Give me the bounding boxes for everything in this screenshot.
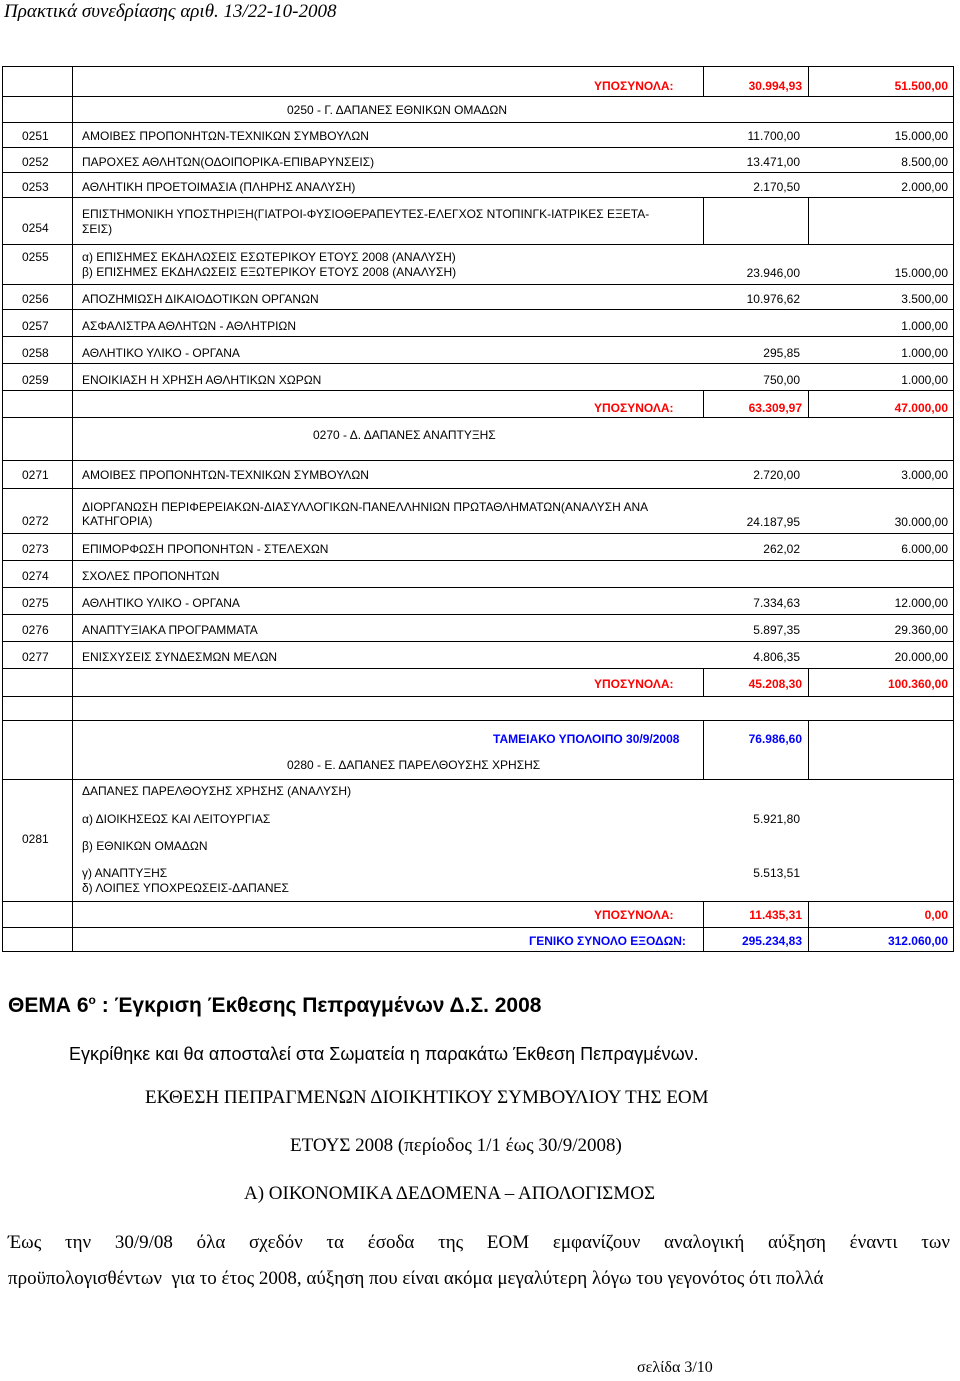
row-value-a: 2.720,00 — [753, 468, 800, 482]
row-code: 0275 — [22, 596, 49, 610]
row-description: ΠΑΡΟΧΕΣ ΑΘΛΗΤΩΝ(ΟΔΟΙΠΟΡΙΚΑ-ΕΠΙΒΑΡΥΝΣΕΙΣ) — [82, 155, 375, 169]
row-value-b: 8.500,00 — [901, 155, 948, 169]
row-description: ΑΘΛΗΤΙΚΟ ΥΛΙΚΟ - ΟΡΓΑΝΑ — [82, 596, 240, 610]
word: έναντι — [849, 1232, 898, 1253]
cash-balance-label: ΤΑΜΕΙΑΚΟ ΥΠΟΛΟΙΠΟ 30/9/2008 — [493, 732, 680, 746]
row-code: 0258 — [22, 346, 49, 360]
row-description: ΣΧΟΛΕΣ ΠΡΟΠΟΝΗΤΩΝ — [82, 569, 220, 583]
row-value-b: 20.000,00 — [894, 650, 948, 664]
word: αύξηση — [768, 1232, 826, 1253]
row-sub-d: δ) ΛΟΙΠΕΣ ΥΠΟΧΡΕΩΣΕΙΣ-ΔΑΠΑΝΕΣ — [82, 881, 289, 895]
subtotal-0250-b: 47.000,00 — [894, 401, 948, 415]
report-paragraph-line1 — [8, 1233, 950, 1252]
report-title: ΕΚΘΕΣΗ ΠΕΠΡΑΓΜΕΝΩΝ ΔΙΟΙΚΗΤΙΚΟΥ ΣΥΜΒΟΥΛΙΟΥ ΤΗΣ ΕΟΜ — [145, 1087, 709, 1108]
row-code: 0259 — [22, 373, 49, 387]
row-description: ΔΙΟΡΓΑΝΩΣΗ ΠΕΡΙΦΕΡΕΙΑΚΩΝ-ΔΙΑΣΥΛΛΟΓΙΚΩΝ-ΠΑΝΕΛΛΗΝΙΩΝ ΠΡΩΤΑΘΛΗΜΑΤΩΝ(ΑΝΑΛΥΣΗ ΑΝΑ — [82, 500, 649, 514]
row-value-b: 3.500,00 — [901, 292, 948, 306]
subtotal-label: ΥΠΟΣΥΝΟΛΑ: — [594, 79, 674, 93]
topic-heading: ΘΕΜΑ $6^o$ : Έγκριση Έκθεσης Πεπραγμένων Δ.Σ. 2008 — [8, 993, 542, 1017]
row-code: 0254 — [22, 221, 49, 235]
row-value-b: 12.000,00 — [894, 596, 948, 610]
row-code: 0252 — [22, 155, 49, 169]
row-value-a: 262,02 — [763, 542, 800, 556]
row-value-b: 6.000,00 — [901, 542, 948, 556]
row-value-a: 295,85 — [763, 346, 800, 360]
subtotal-top-b: 51.500,00 — [894, 79, 948, 93]
row-value-a: 13.471,00 — [746, 155, 800, 169]
row-description-cont: ΚΑΤΗΓΟΡΙΑ) — [82, 514, 153, 528]
subtotal-top-a: 30.994,93 — [748, 79, 802, 93]
row-value-b: 15.000,00 — [894, 129, 948, 143]
row-description: α) ΕΠΙΣΗΜΕΣ ΕΚΔΗΛΩΣΕΙΣ ΕΣΩΤΕΡΙΚΟΥ ΕΤΟΥΣ 2008 (ΑΝΑΛΥΣΗ) — [82, 250, 456, 264]
row-code: 0273 — [22, 542, 49, 556]
row-description-cont: β) ΕΠΙΣΗΜΕΣ ΕΚΔΗΛΩΣΕΙΣ ΕΞΩΤΕΡΙΚΟΥ ΕΤΟΥΣ 2008 (ΑΝΑΛΥΣΗ) — [82, 265, 457, 279]
code-column-divider — [72, 66, 73, 952]
row-description: ΕΝΟΙΚΙΑΣΗ Η ΧΡΗΣΗ ΑΘΛΗΤΙΚΩΝ ΧΩΡΩΝ — [82, 373, 322, 387]
row-description: ΕΝΙΣΧΥΣΕΙΣ ΣΥΝΔΕΣΜΩΝ ΜΕΛΩΝ — [82, 650, 278, 664]
row-code: 0281 — [22, 832, 49, 846]
row-description-cont: ΣΕΙΣ) — [82, 222, 113, 236]
word: την — [64, 1232, 92, 1253]
section-0270-title: 0270 - Δ. ΔΑΠΑΝΕΣ ΑΝΑΠΤΥΞΗΣ — [313, 428, 496, 442]
row-description: ΑΜΟΙΒΕΣ ΠΡΟΠΟΝΗΤΩΝ-ΤΕΧΝΙΚΩΝ ΣΥΜΒΟΥΛΩΝ — [82, 468, 369, 482]
word: των — [921, 1232, 950, 1253]
row-value-b: 1.000,00 — [901, 346, 948, 360]
row-code: 0272 — [22, 514, 49, 528]
row-sub-a-value: 5.921,80 — [753, 812, 800, 826]
report-section: Α) ΟΙΚΟΝΟΜΙΚΑ ΔΕΔΟΜΕΝΑ – ΑΠΟΛΟΓΙΣΜΟΣ — [244, 1183, 656, 1204]
word: αναλογική — [664, 1232, 745, 1253]
row-value-b: 29.360,00 — [894, 623, 948, 637]
word: της — [438, 1232, 464, 1253]
section-0250-title: 0250 - Γ. ΔΑΠΑΝΕΣ ΕΘΝΙΚΩΝ ΟΜΑΔΩΝ — [287, 103, 508, 117]
report-year: ΕΤΟΥΣ 2008 (περίοδος 1/1 έως 30/9/2008) — [290, 1135, 622, 1156]
word: ΕΟΜ — [486, 1232, 530, 1253]
row-code: 0257 — [22, 319, 49, 333]
row-value-a: 7.334,63 — [753, 596, 800, 610]
section-0280-title: 0280 - Ε. ΔΑΠΑΝΕΣ ΠΑΡΕΛΘΟΥΣΗΣ ΧΡΗΣΗΣ — [287, 758, 541, 772]
row-code: 0276 — [22, 623, 49, 637]
row-value-a: 24.187,95 — [746, 515, 800, 529]
row-description: ΑΜΟΙΒΕΣ ΠΡΟΠΟΝΗΤΩΝ-ΤΕΧΝΙΚΩΝ ΣΥΜΒΟΥΛΩΝ — [82, 129, 369, 143]
row-description: ΕΠΙΣΤΗΜΟΝΙΚΗ ΥΠΟΣΤΗΡΙΞΗ(ΓΙΑΤΡΟΙ-ΦΥΣΙΟΘΕΡΑΠΕΥΤΕΣ-ΕΛΕΓΧΟΣ ΝΤΟΠΙΝΓΚ-ΙΑΤΡΙΚΕΣ ΕΞΕΤΑ- — [82, 207, 650, 221]
subtotal-0270-b: 100.360,00 — [887, 677, 948, 691]
grand-total-a: 295.234,83 — [741, 934, 802, 948]
row-code: 0277 — [22, 650, 49, 664]
approval-text: Εγκρίθηκε και θα αποσταλεί στα Σωματεία η παρακάτω Έκθεση Πεπραγμένων. — [69, 1044, 699, 1064]
subtotal-0280-b: 0,00 — [924, 908, 948, 922]
row-value-b: 1.000,00 — [901, 319, 948, 333]
cash-balance-value: 76.986,60 — [748, 732, 802, 746]
row-value-a: 23.946,00 — [746, 266, 800, 280]
row-value-a: 2.170,50 — [753, 180, 800, 194]
row-value-b: 1.000,00 — [901, 373, 948, 387]
subtotal-0250-a: 63.309,97 — [748, 401, 802, 415]
row-sub-b: β) ΕΘΝΙΚΩΝ ΟΜΑΔΩΝ — [82, 839, 208, 853]
row-value-b: 2.000,00 — [901, 180, 948, 194]
row-value-b: 3.000,00 — [901, 468, 948, 482]
word: έσοδα — [367, 1232, 415, 1253]
row-value-b: 30.000,00 — [894, 515, 948, 529]
row-value-a: 750,00 — [763, 373, 800, 387]
row-sub-g-value: 5.513,51 — [753, 866, 800, 880]
word: εμφανίζουν — [552, 1232, 641, 1253]
word: 30/9/08 — [114, 1232, 173, 1253]
subtotal-label: ΥΠΟΣΥΝΟΛΑ: — [594, 908, 674, 922]
row-code: 0274 — [22, 569, 49, 583]
row-description: ΑΘΛΗΤΙΚΗ ΠΡΟΕΤΟΙΜΑΣΙΑ (ΠΛΗΡΗΣ ΑΝΑΛΥΣΗ) — [82, 180, 356, 194]
word: όλα — [196, 1232, 226, 1253]
row-value-b: 15.000,00 — [894, 266, 948, 280]
subtotal-0280-a: 11.435,31 — [749, 908, 802, 922]
grand-total-b: 312.060,00 — [887, 934, 948, 948]
page-number: σελίδα 3/10 — [637, 1359, 713, 1376]
row-description: ΑΣΦΑΛΙΣΤΡΑ ΑΘΛΗΤΩΝ - ΑΘΛΗΤΡΙΩΝ — [82, 319, 297, 333]
row-description: ΔΑΠΑΝΕΣ ΠΑΡΕΛΘΟΥΣΗΣ ΧΡΗΣΗΣ (ΑΝΑΛΥΣΗ) — [82, 784, 352, 798]
row-code: 0255 — [22, 250, 49, 264]
row-value-a: 5.897,35 — [753, 623, 800, 637]
row-sub-a: α) ΔΙΟΙΚΗΣΕΩΣ ΚΑΙ ΛΕΙΤΟΥΡΓΙΑΣ — [82, 812, 271, 826]
row-code: 0256 — [22, 292, 49, 306]
row-code: 0253 — [22, 180, 49, 194]
row-code: 0271 — [22, 468, 49, 482]
row-value-a: 11.700,00 — [747, 129, 800, 143]
word: Έως — [8, 1232, 42, 1253]
word: σχεδόν — [249, 1232, 303, 1253]
row-description: ΑΠΟΖΗΜΙΩΣΗ ΔΙΚΑΙΟΔΟΤΙΚΩΝ ΟΡΓΑΝΩΝ — [82, 292, 319, 306]
subtotal-0270-a: 45.208,30 — [748, 677, 802, 691]
row-description: ΑΘΛΗΤΙΚΟ ΥΛΙΚΟ - ΟΡΓΑΝΑ — [82, 346, 240, 360]
row-sub-g: γ) ΑΝΑΠΤΥΞΗΣ — [82, 866, 168, 880]
grand-total-label: ΓΕΝΙΚΟ ΣΥΝΟΛΟ ΕΞΟΔΩΝ: — [529, 934, 686, 948]
subtotal-label: ΥΠΟΣΥΝΟΛΑ: — [594, 401, 674, 415]
report-paragraph-line2: προϋπολογισθέντων για το έτος 2008, αύξηση που είναι ακόμα μεγαλύτερη λόγω του γεγονότος ότι πολλά — [8, 1268, 824, 1289]
row-value-a: 10.976,62 — [746, 292, 800, 306]
subtotal-label: ΥΠΟΣΥΝΟΛΑ: — [594, 677, 674, 691]
row-description: ΕΠΙΜΟΡΦΩΣΗ ΠΡΟΠΟΝΗΤΩΝ - ΣΤΕΛΕΧΩΝ — [82, 542, 329, 556]
row-value-a: 4.806,35 — [753, 650, 800, 664]
row-code: 0251 — [22, 129, 49, 143]
word: τα — [326, 1232, 345, 1253]
page-header-title: Πρακτικά συνεδρίασης αριθ. 13/22-10-2008 — [4, 1, 337, 22]
row-description: ΑΝΑΠΤΥΞΙΑΚΑ ΠΡΟΓΡΑΜΜΑΤΑ — [82, 623, 258, 637]
